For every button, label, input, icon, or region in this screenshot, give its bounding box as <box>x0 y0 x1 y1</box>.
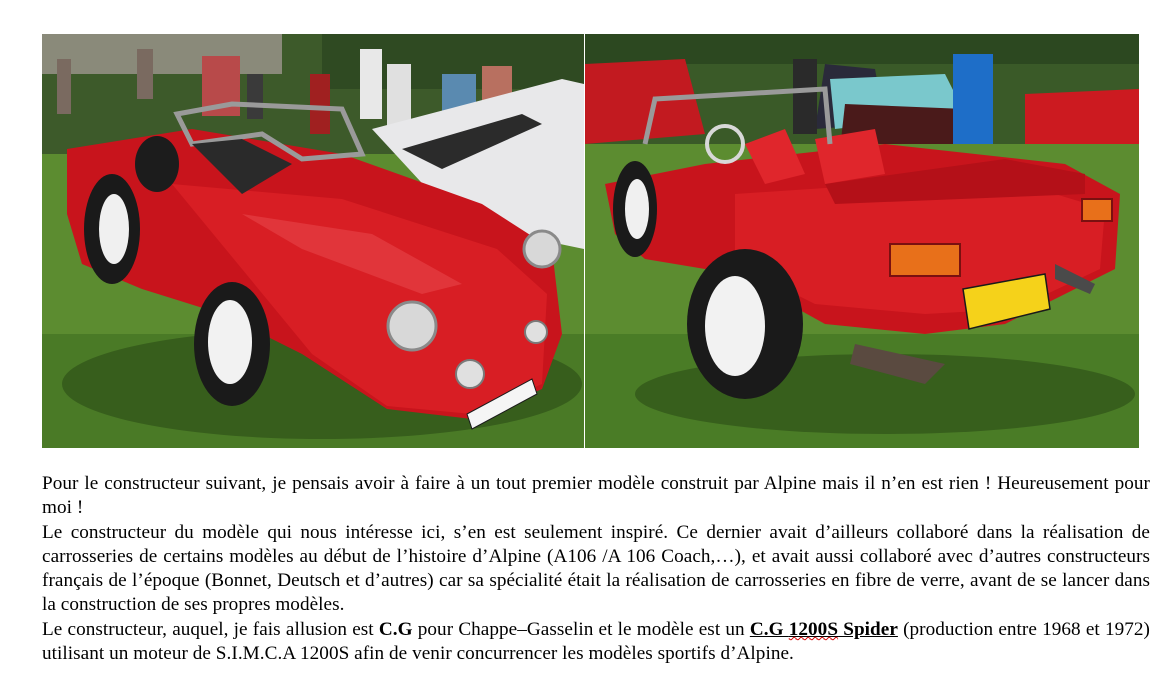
paragraph-intro: Pour le constructeur suivant, je pensais avoir à faire à un tout premier modèle construit par Alpine mais il n’en est rien ! Heureusement pour moi ! <box>42 473 1150 519</box>
paragraph-model <box>42 618 1150 667</box>
paragraph-history: Le constructeur du modèle qui nous intéresse ici, s’en est seulement inspiré. Ce dernier avait d’ailleurs collaboré dans la réalisation de carrosseries de certains modèles au début de l’histoire d’Alpine (A106 /A 106 Coach,…), et avait aussi collaboré avec d’autres constructeurs français de l’époque (Bonnet, Deutsch et d’autres) car sa spécialité était la réalisation de carrosseries en fibre de verre, avant de se lancer dans la construction de ses propres modèles. <box>42 521 1150 616</box>
car-front-illustration <box>42 34 584 448</box>
model-name-code: 1200S <box>788 618 839 640</box>
model-name-suffix: Spider <box>838 618 898 640</box>
brand-name: C.G <box>378 618 413 640</box>
model-name-brand: C.G <box>749 618 789 640</box>
car-rear-photo <box>585 34 1139 448</box>
car-rear-illustration <box>585 34 1139 448</box>
car-front-photo <box>42 34 584 448</box>
paragraph-model-part-3: (production entre 1968 et 1972) utilisant un moteur de S.I.M.C.A 1200S afin de venir concurrencer les modèles sportifs d’Alpine. <box>42 618 1150 665</box>
paragraph-model-part-2: pour Chappe–Gasselin et le modèle est un <box>412 618 750 640</box>
model-name <box>750 619 898 640</box>
article-body <box>42 472 1150 666</box>
paragraph-model-part-1: Le constructeur, auquel, je fais allusion est <box>42 618 379 640</box>
